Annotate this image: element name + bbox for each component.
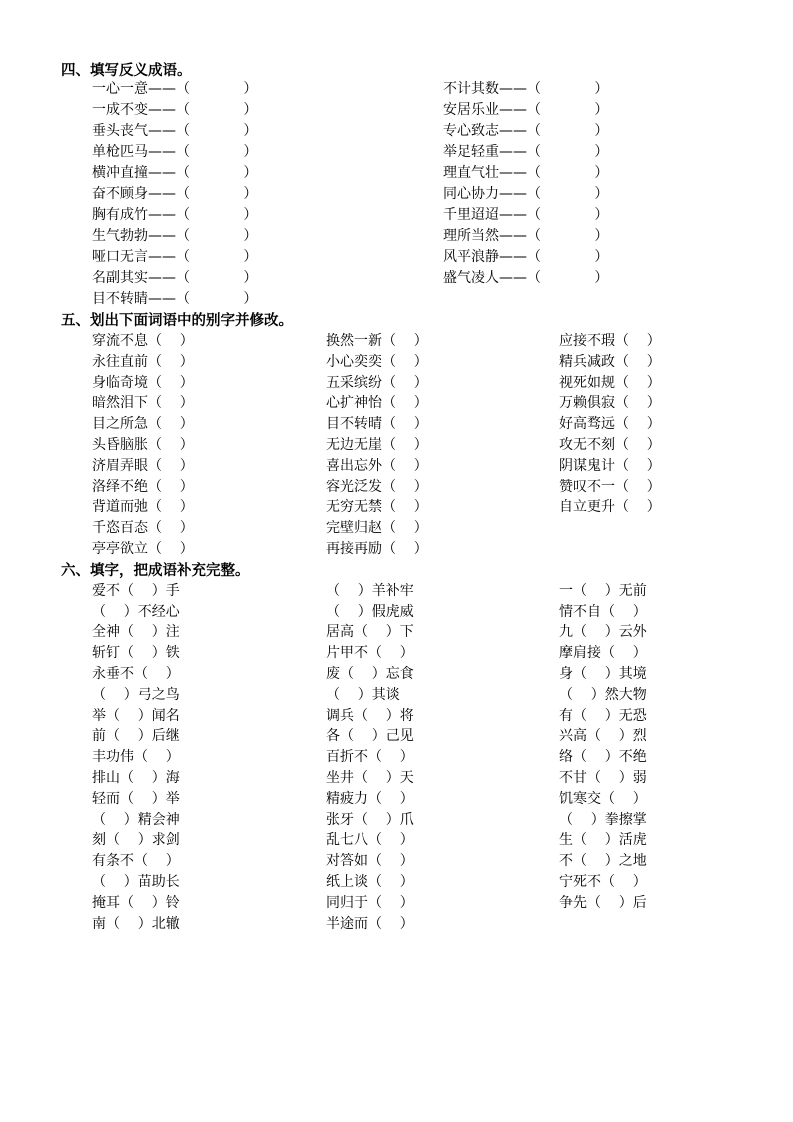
fill-item: 饥寒交（ ） [559, 791, 647, 807]
fill-item: 一（ ）无前 [559, 583, 647, 599]
fill-item: 前（ ）后继 [92, 728, 180, 744]
fill-item: （ ）然大物 [559, 687, 647, 703]
antonym-item: 理所当然——（ ） [443, 228, 609, 244]
fill-item: 爱不（ ）手 [92, 583, 180, 599]
antonym-item: 举足轻重——（ ） [443, 144, 609, 160]
fill-item: （ ）假虎威 [326, 604, 414, 620]
antonym-item: 目不转睛——（ ） [92, 291, 258, 307]
fill-item: 永垂不（ ） [92, 666, 180, 682]
fill-item: 宁死不（ ） [559, 874, 647, 890]
antonym-item: 千里迢迢——（ ） [443, 207, 609, 223]
typo-item: 头昏脑胀（ ） [92, 437, 194, 453]
fill-item: 坐井（ ）天 [326, 770, 414, 786]
antonym-item: 风平浪静——（ ） [443, 249, 609, 265]
fill-item: 南（ ）北辙 [92, 916, 180, 932]
fill-item: 各（ ）己见 [326, 728, 414, 744]
fill-item: 片甲不（ ） [326, 645, 414, 661]
typo-item: 亭亭欲立（ ） [92, 541, 194, 557]
fill-item: （ ）苗助长 [92, 874, 180, 890]
antonym-item: 理直气壮——（ ） [443, 165, 609, 181]
fill-item: （ ）不经心 [92, 604, 180, 620]
fill-item: 争先（ ）后 [559, 895, 647, 911]
fill-item: 张牙（ ）爪 [326, 812, 414, 828]
fill-item: 掩耳（ ）铃 [92, 895, 180, 911]
typo-item: 目不转晴（ ） [326, 416, 428, 432]
typo-item: 好高骛远（ ） [559, 416, 661, 432]
typo-item: 应接不瑕（ ） [559, 333, 661, 349]
fill-item: （ ）拳擦掌 [559, 812, 647, 828]
fill-item: （ ）其谈 [326, 687, 400, 703]
typo-item: 赞叹不一（ ） [559, 479, 661, 495]
fill-item: 举（ ）闻名 [92, 708, 180, 724]
antonym-item: 单枪匹马——（ ） [92, 144, 258, 160]
typo-item: 洛绎不绝（ ） [92, 479, 194, 495]
fill-item: 有（ ）无恐 [559, 708, 647, 724]
fill-item: 刻（ ）求剑 [92, 832, 180, 848]
typo-item: 身临奇境（ ） [92, 375, 194, 391]
fill-item: 络（ ）不绝 [559, 749, 647, 765]
fill-item: 有条不（ ） [92, 853, 180, 869]
typo-item: 无边无崖（ ） [326, 437, 428, 453]
antonym-item: 哑口无言——（ ） [92, 249, 258, 265]
antonym-item: 盛气凌人——（ ） [443, 270, 609, 286]
antonym-item: 同心协力——（ ） [443, 186, 609, 202]
typo-item: 目之所急（ ） [92, 416, 194, 432]
fill-item: 乱七八（ ） [326, 832, 414, 848]
typo-item: 完壁归赵（ ） [326, 520, 428, 536]
antonym-item: 不计其数——（ ） [443, 81, 609, 97]
typo-item: 喜出忘外（ ） [326, 458, 428, 474]
fill-item: （ ）弓之鸟 [92, 687, 180, 703]
typo-item: 背道而弛（ ） [92, 499, 194, 515]
fill-item: 全神（ ）注 [92, 624, 180, 640]
fill-item: 百折不（ ） [326, 749, 414, 765]
fill-item: 废（ ）忘食 [326, 666, 414, 682]
fill-item: 居高（ ）下 [326, 624, 414, 640]
typo-item: 五采缤纷（ ） [326, 375, 428, 391]
fill-item: 纸上谈（ ） [326, 874, 414, 890]
antonym-item: 专心致志——（ ） [443, 123, 609, 139]
typo-item: 永往直前（ ） [92, 354, 194, 370]
fill-item: 兴高（ ）烈 [559, 728, 647, 744]
section-5-title: 五、划出下面词语中的别字并修改。 [61, 313, 293, 329]
antonym-item: 胸有成竹——（ ） [92, 207, 258, 223]
section-6-title: 六、填字，把成语补充完整。 [61, 563, 250, 579]
typo-item: 攻无不刻（ ） [559, 437, 661, 453]
typo-item: 阴谋鬼计（ ） [559, 458, 661, 474]
typo-item: 暗然泪下（ ） [92, 395, 194, 411]
antonym-item: 名副其实——（ ） [92, 270, 258, 286]
fill-item: 精疲力（ ） [326, 791, 414, 807]
fill-item: 摩肩接（ ） [559, 645, 647, 661]
antonym-item: 奋不顾身——（ ） [92, 186, 258, 202]
typo-item: 无穷无禁（ ） [326, 499, 428, 515]
fill-item: 半途而（ ） [326, 916, 414, 932]
fill-item: 不（ ）之地 [559, 853, 647, 869]
fill-item: 九（ ）云外 [559, 624, 647, 640]
fill-item: 同归于（ ） [326, 895, 414, 911]
typo-item: 穿流不息（ ） [92, 333, 194, 349]
fill-item: 丰功伟（ ） [92, 749, 180, 765]
typo-item: 再接再励（ ） [326, 541, 428, 557]
typo-item: 换然一新（ ） [326, 333, 428, 349]
typo-item: 千恣百态（ ） [92, 520, 194, 536]
section-4-title: 四、填写反义成语。 [61, 63, 192, 79]
fill-item: 排山（ ）海 [92, 770, 180, 786]
fill-item: 身（ ）其境 [559, 666, 647, 682]
typo-item: 万赖俱寂（ ） [559, 395, 661, 411]
fill-item: 轻而（ ）举 [92, 791, 180, 807]
fill-item: 调兵（ ）将 [326, 708, 414, 724]
antonym-item: 一心一意——（ ） [92, 81, 258, 97]
fill-item: 对答如（ ） [326, 853, 414, 869]
antonym-item: 横冲直撞——（ ） [92, 165, 258, 181]
typo-item: 小心奕奕（ ） [326, 354, 428, 370]
typo-item: 精兵减政（ ） [559, 354, 661, 370]
fill-item: 斩钉（ ）铁 [92, 645, 180, 661]
antonym-item: 一成不变——（ ） [92, 102, 258, 118]
antonym-item: 垂头丧气——（ ） [92, 123, 258, 139]
antonym-item: 安居乐业——（ ） [443, 102, 609, 118]
typo-item: 自立更升（ ） [559, 499, 661, 515]
typo-item: 视死如规（ ） [559, 375, 661, 391]
typo-item: 济眉弄眼（ ） [92, 458, 194, 474]
fill-item: 生（ ）活虎 [559, 832, 647, 848]
antonym-item: 生气勃勃——（ ） [92, 228, 258, 244]
fill-item: （ ）羊补牢 [326, 583, 414, 599]
fill-item: （ ）精会神 [92, 812, 180, 828]
fill-item: 不甘（ ）弱 [559, 770, 647, 786]
typo-item: 心扩神怡（ ） [326, 395, 428, 411]
fill-item: 情不自（ ） [559, 604, 647, 620]
typo-item: 容光泛发（ ） [326, 479, 428, 495]
